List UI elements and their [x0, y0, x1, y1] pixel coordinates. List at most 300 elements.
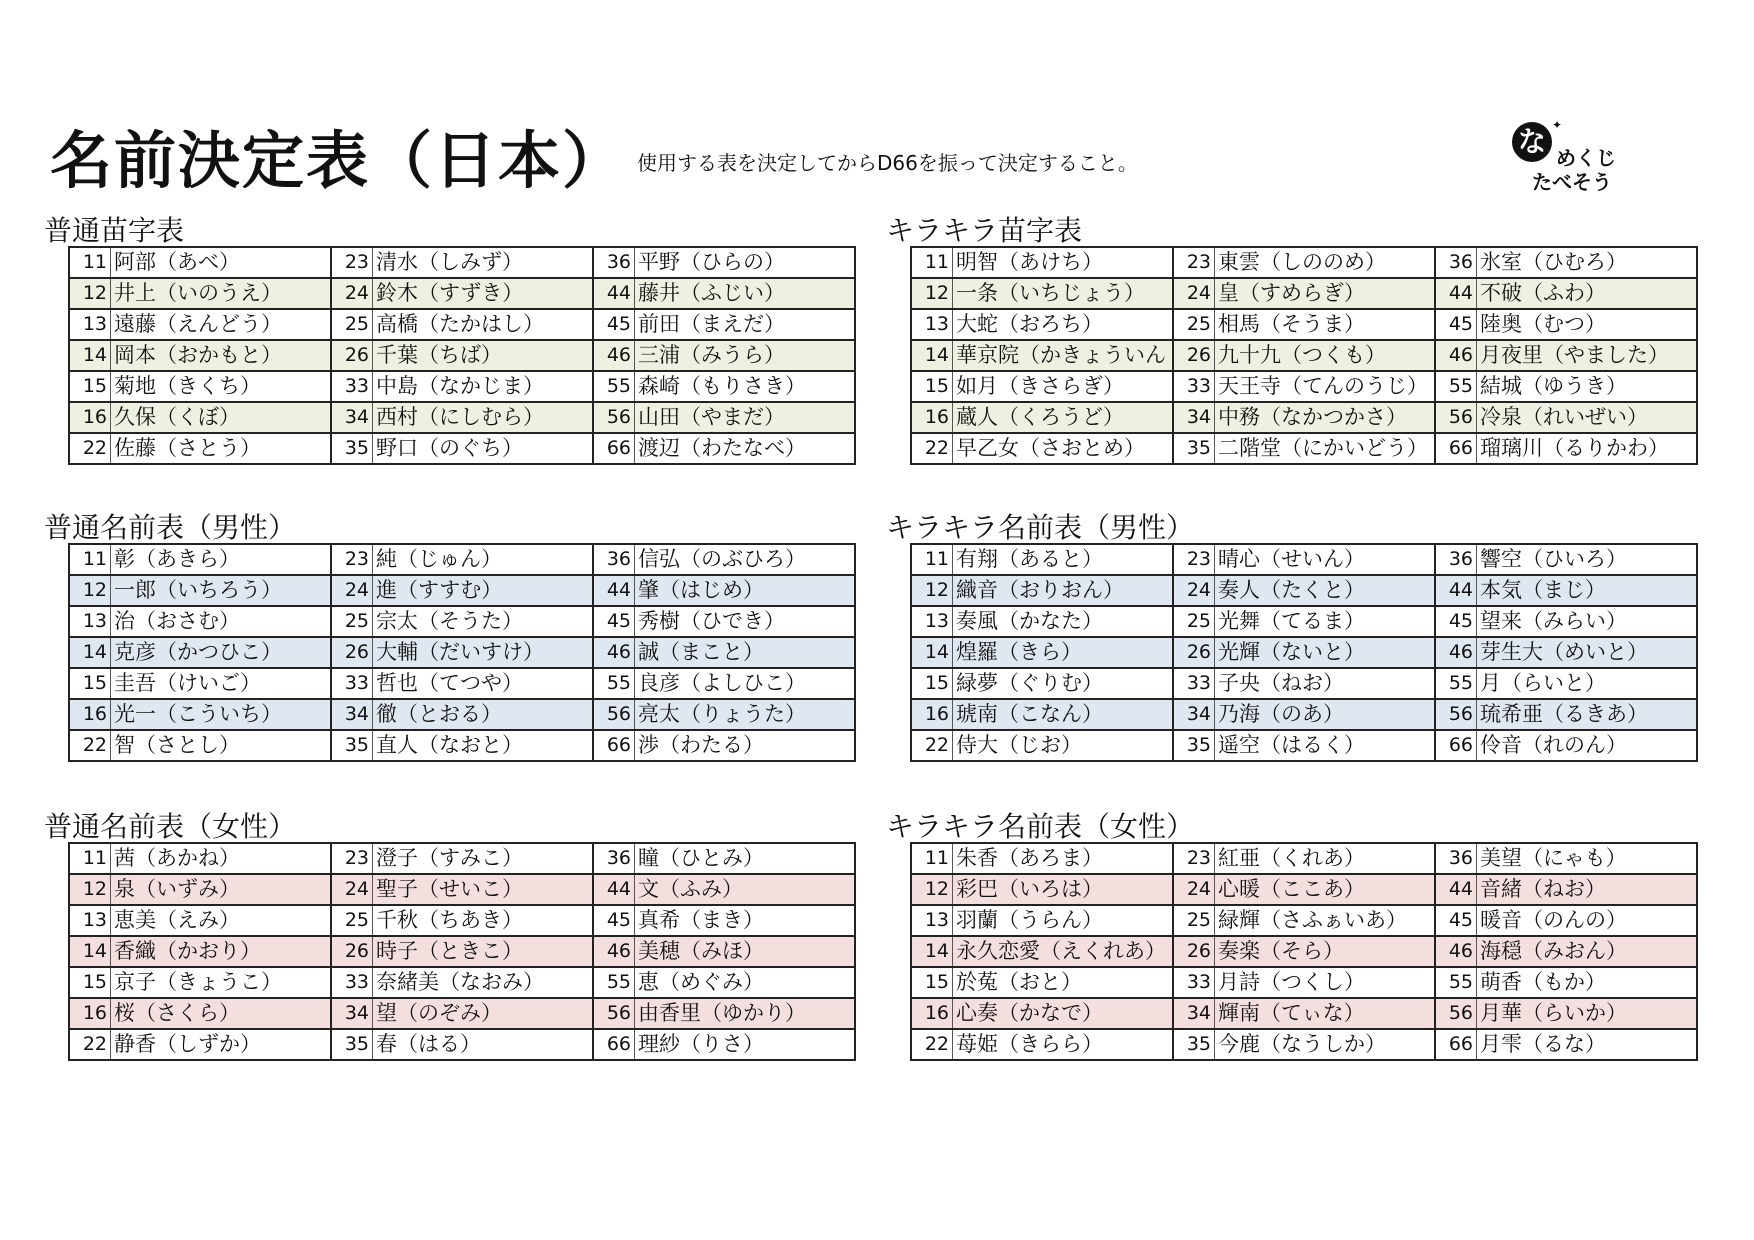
roll-number: 56	[1435, 998, 1477, 1029]
name-entry: 藤井（ふじい）	[635, 278, 856, 309]
name-entry: 奏人（たくと）	[1215, 575, 1436, 606]
name-entry: 結城（ゆうき）	[1477, 371, 1698, 402]
roll-number: 46	[1435, 340, 1477, 371]
roll-number: 24	[1173, 874, 1215, 905]
roll-number: 35	[1173, 433, 1215, 464]
name-entry: 月華（らいか）	[1477, 998, 1698, 1029]
roll-number: 14	[911, 637, 953, 668]
roll-number: 35	[331, 433, 373, 464]
name-entry: 克彦（かつひこ）	[111, 637, 332, 668]
table-row	[911, 371, 1697, 402]
roll-number: 26	[331, 637, 373, 668]
name-entry: 緑夢（ぐりむ）	[953, 668, 1174, 699]
section-title: キラキラ苗字表	[886, 214, 1083, 247]
roll-number: 13	[69, 309, 111, 340]
name-entry: 東雲（しののめ）	[1215, 247, 1436, 278]
roll-number: 34	[1173, 402, 1215, 433]
name-entry: 天王寺（てんのうじ）	[1215, 371, 1436, 402]
name-entry: 月（らいと）	[1477, 668, 1698, 699]
roll-number: 14	[69, 340, 111, 371]
roll-number: 26	[1173, 936, 1215, 967]
table-row	[69, 544, 855, 575]
section-title: キラキラ名前表（男性）	[886, 511, 1195, 544]
name-entry: 奏楽（そら）	[1215, 936, 1436, 967]
roll-number: 46	[1435, 637, 1477, 668]
roll-number: 33	[1173, 668, 1215, 699]
table-row	[69, 402, 855, 433]
name-entry: 九十九（つくも）	[1215, 340, 1436, 371]
name-entry: 有翔（あると）	[953, 544, 1174, 575]
roll-number: 25	[331, 309, 373, 340]
roll-number: 13	[911, 309, 953, 340]
roll-number: 12	[911, 278, 953, 309]
roll-number: 15	[69, 371, 111, 402]
table-row	[911, 998, 1697, 1029]
name-entry: 琉希亜（るきあ）	[1477, 699, 1698, 730]
name-entry: 岡本（おかもと）	[111, 340, 332, 371]
name-table	[910, 543, 1698, 762]
table-row	[911, 936, 1697, 967]
name-entry: 朱香（あろま）	[953, 843, 1174, 874]
roll-number: 66	[593, 433, 635, 464]
roll-number: 16	[69, 699, 111, 730]
roll-number: 66	[593, 730, 635, 761]
roll-number: 26	[1173, 340, 1215, 371]
name-entry: 暖音（のんの）	[1477, 905, 1698, 936]
name-entry: 冷泉（れいぜい）	[1477, 402, 1698, 433]
table-row	[69, 278, 855, 309]
table-row	[911, 967, 1697, 998]
roll-number: 11	[911, 247, 953, 278]
name-entry: 光一（こういち）	[111, 699, 332, 730]
name-entry: 光舞（てるま）	[1215, 606, 1436, 637]
roll-number: 44	[1435, 575, 1477, 606]
name-entry: 菊地（きくち）	[111, 371, 332, 402]
section-title: 普通苗字表	[44, 214, 185, 247]
name-entry: 光輝（ないと）	[1215, 637, 1436, 668]
name-entry: 哲也（てつや）	[373, 668, 594, 699]
section-title: 普通名前表（女性）	[44, 810, 297, 843]
name-entry: 良彦（よしひこ）	[635, 668, 856, 699]
name-entry: 治（おさむ）	[111, 606, 332, 637]
name-table	[910, 842, 1698, 1061]
name-entry: 宗太（そうた）	[373, 606, 594, 637]
name-entry: 音緒（ねお）	[1477, 874, 1698, 905]
name-entry: 海穏（みおん）	[1477, 936, 1698, 967]
roll-number: 36	[1435, 247, 1477, 278]
roll-number: 36	[1435, 843, 1477, 874]
roll-number: 26	[1173, 637, 1215, 668]
table-row	[69, 340, 855, 371]
roll-number: 56	[1435, 699, 1477, 730]
roll-number: 15	[911, 668, 953, 699]
name-entry: 智（さとし）	[111, 730, 332, 761]
name-entry: 香織（かおり）	[111, 936, 332, 967]
name-entry: 華京院（かきょういん	[953, 340, 1174, 371]
name-entry: 平野（ひらの）	[635, 247, 856, 278]
roll-number: 22	[911, 730, 953, 761]
instruction-text: 使用する表を決定してからD66を振って決定すること。	[637, 151, 1138, 175]
name-entry: 肇（はじめ）	[635, 575, 856, 606]
table-row	[69, 433, 855, 464]
roll-number: 22	[69, 730, 111, 761]
roll-number: 14	[69, 936, 111, 967]
roll-number: 55	[1435, 967, 1477, 998]
table-row	[69, 998, 855, 1029]
roll-number: 66	[1435, 730, 1477, 761]
name-entry: 千秋（ちあき）	[373, 905, 594, 936]
name-entry: 信弘（のぶひろ）	[635, 544, 856, 575]
name-entry: 美穂（みほ）	[635, 936, 856, 967]
name-entry: 高橋（たかはし）	[373, 309, 594, 340]
roll-number: 23	[331, 544, 373, 575]
name-entry: 羽蘭（うらん）	[953, 905, 1174, 936]
roll-number: 33	[1173, 967, 1215, 998]
name-entry: 茜（あかね）	[111, 843, 332, 874]
page-title: 名前決定表（日本）	[50, 124, 627, 197]
name-entry: 瑠璃川（るりかわ）	[1477, 433, 1698, 464]
roll-number: 23	[1173, 843, 1215, 874]
name-entry: 一条（いちじょう）	[953, 278, 1174, 309]
name-entry: 恵（めぐみ）	[635, 967, 856, 998]
table-row	[911, 575, 1697, 606]
name-entry: 渉（わたる）	[635, 730, 856, 761]
name-entry: 永久恋愛（えくれあ）	[953, 936, 1174, 967]
roll-number: 56	[593, 402, 635, 433]
name-entry: 渡辺（わたなべ）	[635, 433, 856, 464]
roll-number: 34	[1173, 699, 1215, 730]
roll-number: 16	[69, 998, 111, 1029]
roll-number: 46	[593, 936, 635, 967]
roll-number: 35	[1173, 730, 1215, 761]
roll-number: 24	[331, 575, 373, 606]
name-entry: 静香（しずか）	[111, 1029, 332, 1060]
section-title: 普通名前表（男性）	[44, 511, 297, 544]
table-row	[911, 402, 1697, 433]
name-entry: 前田（まえだ）	[635, 309, 856, 340]
roll-number: 22	[69, 1029, 111, 1060]
name-entry: 織音（おりおん）	[953, 575, 1174, 606]
roll-number: 14	[911, 936, 953, 967]
table-row	[69, 575, 855, 606]
roll-number: 11	[69, 544, 111, 575]
name-entry: 皇（すめらぎ）	[1215, 278, 1436, 309]
name-entry: 理紗（りさ）	[635, 1029, 856, 1060]
roll-number: 46	[593, 340, 635, 371]
roll-number: 36	[593, 247, 635, 278]
logo-sparkle-icon: ✦	[1552, 118, 1563, 132]
name-entry: 萌香（もか）	[1477, 967, 1698, 998]
roll-number: 23	[331, 843, 373, 874]
roll-number: 55	[593, 371, 635, 402]
roll-number: 13	[911, 606, 953, 637]
roll-number: 44	[593, 278, 635, 309]
roll-number: 12	[911, 874, 953, 905]
name-entry: 亮太（りょうた）	[635, 699, 856, 730]
roll-number: 34	[1173, 998, 1215, 1029]
name-entry: 純（じゅん）	[373, 544, 594, 575]
table-row	[911, 278, 1697, 309]
name-entry: 琥南（こなん）	[953, 699, 1174, 730]
name-entry: 三浦（みうら）	[635, 340, 856, 371]
name-entry: 月雫（るな）	[1477, 1029, 1698, 1060]
roll-number: 23	[331, 247, 373, 278]
table-row	[911, 340, 1697, 371]
name-entry: 大蛇（おろち）	[953, 309, 1174, 340]
table-row	[911, 247, 1697, 278]
name-entry: 野口（のぐち）	[373, 433, 594, 464]
name-entry: 陸奥（むつ）	[1477, 309, 1698, 340]
table-row	[911, 606, 1697, 637]
name-entry: 奈緒美（なおみ）	[373, 967, 594, 998]
name-entry: 恵美（えみ）	[111, 905, 332, 936]
name-entry: 早乙女（さおとめ）	[953, 433, 1174, 464]
roll-number: 15	[911, 371, 953, 402]
roll-number: 24	[331, 278, 373, 309]
name-entry: 蔵人（くろうど）	[953, 402, 1174, 433]
table-row	[911, 309, 1697, 340]
name-entry: 今鹿（なうしか）	[1215, 1029, 1436, 1060]
roll-number: 15	[69, 967, 111, 998]
roll-number: 24	[1173, 278, 1215, 309]
name-entry: 泉（いずみ）	[111, 874, 332, 905]
name-entry: 氷室（ひむろ）	[1477, 247, 1698, 278]
roll-number: 36	[593, 544, 635, 575]
name-entry: 遥空（はるく）	[1215, 730, 1436, 761]
name-entry: 山田（やまだ）	[635, 402, 856, 433]
roll-number: 23	[1173, 544, 1215, 575]
roll-number: 12	[69, 278, 111, 309]
roll-number: 56	[1435, 402, 1477, 433]
table-row	[69, 247, 855, 278]
name-table	[68, 543, 856, 762]
table-row	[911, 843, 1697, 874]
name-entry: 鈴木（すずき）	[373, 278, 594, 309]
table-row	[911, 874, 1697, 905]
roll-number: 14	[911, 340, 953, 371]
roll-number: 35	[1173, 1029, 1215, 1060]
roll-number: 44	[593, 874, 635, 905]
table-row	[69, 699, 855, 730]
roll-number: 13	[69, 606, 111, 637]
roll-number: 22	[69, 433, 111, 464]
name-table	[68, 246, 856, 465]
name-entry: 清水（しみず）	[373, 247, 594, 278]
name-entry: 望（のぞみ）	[373, 998, 594, 1029]
name-entry: 紅亜（くれあ）	[1215, 843, 1436, 874]
name-entry: 心暖（ここあ）	[1215, 874, 1436, 905]
name-entry: 月夜里（やました）	[1477, 340, 1698, 371]
name-entry: 秀樹（ひでき）	[635, 606, 856, 637]
name-entry: 進（すすむ）	[373, 575, 594, 606]
roll-number: 25	[1173, 606, 1215, 637]
roll-number: 44	[593, 575, 635, 606]
name-entry: 瞳（ひとみ）	[635, 843, 856, 874]
roll-number: 16	[911, 998, 953, 1029]
roll-number: 12	[69, 575, 111, 606]
table-row	[911, 433, 1697, 464]
logo-badge: な	[1512, 122, 1552, 162]
name-entry: 徹（とおる）	[373, 699, 594, 730]
table-row	[69, 843, 855, 874]
table-row	[911, 1029, 1697, 1060]
table-row	[69, 1029, 855, 1060]
table-row	[69, 967, 855, 998]
name-entry: 圭吾（けいご）	[111, 668, 332, 699]
roll-number: 14	[69, 637, 111, 668]
name-entry: 心奏（かなで）	[953, 998, 1174, 1029]
name-entry: 彰（あきら）	[111, 544, 332, 575]
roll-number: 11	[911, 544, 953, 575]
table-row	[69, 730, 855, 761]
roll-number: 34	[331, 998, 373, 1029]
name-entry: 子央（ねお）	[1215, 668, 1436, 699]
name-entry: 一郎（いちろう）	[111, 575, 332, 606]
name-entry: 誠（まこと）	[635, 637, 856, 668]
roll-number: 12	[911, 575, 953, 606]
roll-number: 34	[331, 699, 373, 730]
roll-number: 15	[911, 967, 953, 998]
roll-number: 11	[911, 843, 953, 874]
name-entry: 輝南（てぃな）	[1215, 998, 1436, 1029]
roll-number: 55	[593, 967, 635, 998]
roll-number: 66	[593, 1029, 635, 1060]
table-row	[69, 668, 855, 699]
roll-number: 34	[331, 402, 373, 433]
roll-number: 35	[331, 1029, 373, 1060]
name-entry: 文（ふみ）	[635, 874, 856, 905]
name-entry: 侍大（じお）	[953, 730, 1174, 761]
table-row	[911, 668, 1697, 699]
table-row	[911, 544, 1697, 575]
name-entry: 二階堂（にかいどう）	[1215, 433, 1436, 464]
roll-number: 45	[593, 309, 635, 340]
name-entry: 西村（にしむら）	[373, 402, 594, 433]
roll-number: 35	[331, 730, 373, 761]
roll-number: 24	[331, 874, 373, 905]
roll-number: 24	[1173, 575, 1215, 606]
roll-number: 16	[911, 699, 953, 730]
name-entry: 澄子（すみこ）	[373, 843, 594, 874]
name-entry: 京子（きょうこ）	[111, 967, 332, 998]
name-entry: 不破（ふわ）	[1477, 278, 1698, 309]
roll-number: 45	[593, 905, 635, 936]
roll-number: 16	[69, 402, 111, 433]
brand-logo	[1512, 118, 1640, 202]
roll-number: 16	[911, 402, 953, 433]
table-row	[69, 371, 855, 402]
roll-number: 22	[911, 1029, 953, 1060]
roll-number: 66	[1435, 1029, 1477, 1060]
table-row	[69, 874, 855, 905]
name-entry: 本気（まじ）	[1477, 575, 1698, 606]
name-entry: 芽生大（めいと）	[1477, 637, 1698, 668]
roll-number: 15	[69, 668, 111, 699]
roll-number: 25	[1173, 309, 1215, 340]
table-row	[69, 637, 855, 668]
name-entry: 直人（なおと）	[373, 730, 594, 761]
name-entry: 由香里（ゆかり）	[635, 998, 856, 1029]
roll-number: 26	[331, 340, 373, 371]
name-entry: 緑輝（さふぁいあ）	[1215, 905, 1436, 936]
roll-number: 13	[911, 905, 953, 936]
roll-number: 36	[593, 843, 635, 874]
section-title: キラキラ名前表（女性）	[886, 810, 1195, 843]
table-row	[69, 309, 855, 340]
roll-number: 22	[911, 433, 953, 464]
name-entry: 阿部（あべ）	[111, 247, 332, 278]
name-entry: 煌羅（きら）	[953, 637, 1174, 668]
name-entry: 伶音（れのん）	[1477, 730, 1698, 761]
name-entry: 井上（いのうえ）	[111, 278, 332, 309]
roll-number: 25	[331, 606, 373, 637]
name-entry: 遠藤（えんどう）	[111, 309, 332, 340]
roll-number: 55	[593, 668, 635, 699]
roll-number: 56	[593, 699, 635, 730]
roll-number: 46	[593, 637, 635, 668]
roll-number: 45	[593, 606, 635, 637]
roll-number: 11	[69, 843, 111, 874]
name-entry: 佐藤（さとう）	[111, 433, 332, 464]
name-entry: 大輔（だいすけ）	[373, 637, 594, 668]
name-table	[910, 246, 1698, 465]
name-entry: 乃海（のあ）	[1215, 699, 1436, 730]
roll-number: 26	[331, 936, 373, 967]
roll-number: 25	[331, 905, 373, 936]
roll-number: 66	[1435, 433, 1477, 464]
table-row	[911, 699, 1697, 730]
name-entry: 明智（あけち）	[953, 247, 1174, 278]
roll-number: 56	[593, 998, 635, 1029]
name-entry: 響空（ひいろ）	[1477, 544, 1698, 575]
roll-number: 12	[69, 874, 111, 905]
roll-number: 13	[69, 905, 111, 936]
name-entry: 聖子（せいこ）	[373, 874, 594, 905]
logo-text-line2: たべそう	[1532, 170, 1612, 194]
name-entry: 奏風（かなた）	[953, 606, 1174, 637]
name-entry: 時子（ときこ）	[373, 936, 594, 967]
name-entry: 晴心（せいん）	[1215, 544, 1436, 575]
name-entry: 春（はる）	[373, 1029, 594, 1060]
name-entry: 中島（なかじま）	[373, 371, 594, 402]
name-entry: 久保（くぼ）	[111, 402, 332, 433]
name-entry: 相馬（そうま）	[1215, 309, 1436, 340]
roll-number: 45	[1435, 905, 1477, 936]
name-entry: 苺姫（きらら）	[953, 1029, 1174, 1060]
roll-number: 11	[69, 247, 111, 278]
table-row	[911, 730, 1697, 761]
table-row	[69, 936, 855, 967]
roll-number: 45	[1435, 606, 1477, 637]
table-row	[69, 905, 855, 936]
roll-number: 33	[331, 371, 373, 402]
roll-number: 33	[331, 967, 373, 998]
name-entry: 月詩（つくし）	[1215, 967, 1436, 998]
logo-text-line1: めくじ	[1556, 146, 1616, 170]
name-entry: 桜（さくら）	[111, 998, 332, 1029]
name-entry: 望来（みらい）	[1477, 606, 1698, 637]
roll-number: 46	[1435, 936, 1477, 967]
roll-number: 44	[1435, 278, 1477, 309]
name-entry: 真希（まき）	[635, 905, 856, 936]
name-entry: 如月（きさらぎ）	[953, 371, 1174, 402]
table-row	[911, 905, 1697, 936]
name-entry: 中務（なかつかさ）	[1215, 402, 1436, 433]
name-entry: 千葉（ちば）	[373, 340, 594, 371]
table-row	[911, 637, 1697, 668]
roll-number: 55	[1435, 371, 1477, 402]
roll-number: 33	[1173, 371, 1215, 402]
